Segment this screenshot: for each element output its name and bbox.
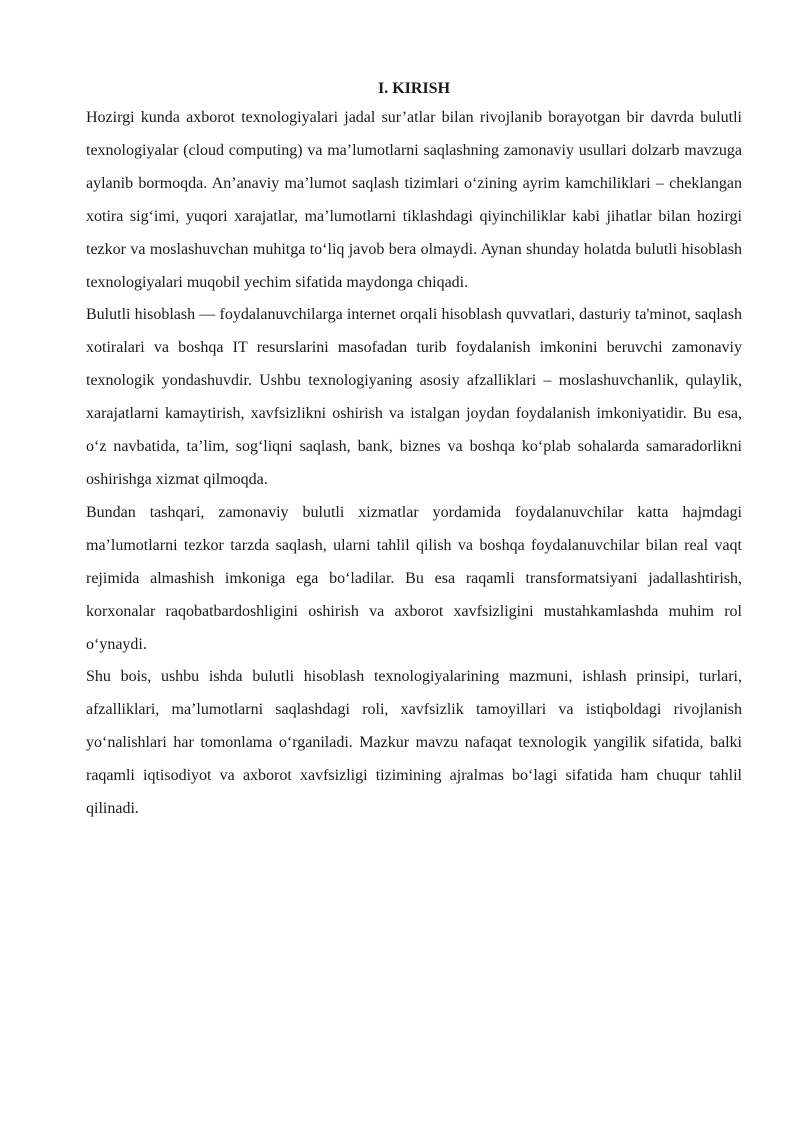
paragraph-cloud-definition: Bulutli hisoblash — foydalanuvchilarga internet orqali hisoblash quvvatlari, dasturiy ta'minot, saqlash xotiralari va boshqa IT resurslarini masofadan turib foydalanish imkonini beruvchi zamonaviy texnologik yondashuvdir. Ushbu texnologiyaning asosiy afzalliklari – moslashuvchanlik, qulaylik, xarajatlarni kamaytirish, xavfsizlikni oshirish va istalgan joydan foydalanish imkoniyatidir. Bu esa, o‘z navbatida, ta’lim, sog‘liqni saqlash, bank, biznes va boshqa ko‘plab sohalarda samaradorlikni oshirishga xizmat qilmoqda. — [86, 306, 742, 488]
section-title: I. KIRISH — [377, 80, 451, 97]
document-page — [86, 76, 742, 826]
paragraph-intro: Hozirgi kunda axborot texnologiyalari jadal sur’atlar bilan rivojlanib borayotgan bir davrda bulutli texnologiyalar (cloud computing) va ma’lumotlarni saqlashning zamonaviy usullari dolzarb mavzuga aylanib bormoqda. An’anaviy ma’lumot saqlash tizimlari o‘zining ayrim kamchiliklari – cheklangan xotira sig‘imi, yuqori xarajatlar, ma’lumotlarni tiklashdagi qiyinchiliklar kabi jihatlar bilan hozirgi tezkor va moslashuvchan muhitga to‘liq javob bera olmaydi. Aynan shunday holatda bulutli hisoblash texnologiyalari muqobil yechim sifatida maydonga chiqadi. — [86, 109, 742, 291]
paragraph-cloud-services: Bundan tashqari, zamonaviy bulutli xizmatlar yordamida foydalanuvchilar katta hajmdagi ma’lumotlarni tezkor tarzda saqlash, ularni tahlil qilish va boshqa foydalanuvchilar bilan real vaqt rejimida almashish imkoniga ega bo‘ladilar. Bu esa raqamli transformatsiyani jadallashtirish, korxonalar raqobatbardoshligini oshirish va axborot xavfsizligini mustahkamlashda muhim rol o‘ynaydi. — [86, 503, 742, 653]
paragraph-work-scope: Shu bois, ushbu ishda bulutli hisoblash texnologiyalarining mazmuni, ishlash prinsipi, turlari, afzalliklari, ma’lumotlarni saqlashdagi roli, xavfsizlik tamoyillari va istiqboldagi rivojlanish yo‘nalishlari har tomonlama o‘rganiladi. Mazkur mavzu nafaqat texnologik yangilik sifatida, balki raqamli iqtisodiyot va axborot xavfsizligi tizimining ajralmas bo‘lagi sifatida ham chuqur tahlil qilinadi. — [86, 668, 742, 818]
